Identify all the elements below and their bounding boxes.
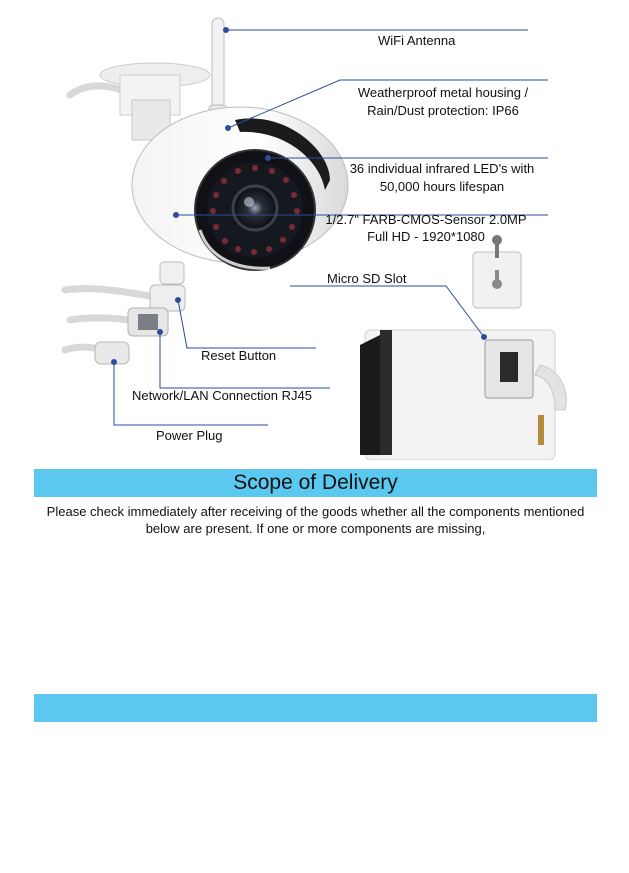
label-leds-line1: 36 individual infrared LED's with	[349, 161, 535, 176]
label-sensor-line2: Full HD - 1920*1080	[367, 229, 485, 244]
label-sensor-line1: 1/2.7" FARB-CMOS-Sensor 2.0MP	[325, 212, 527, 227]
camera-body-front	[132, 107, 348, 270]
label-housing-line2: Rain/Dust protection: IP66	[367, 103, 519, 118]
label-leds-line2: 50,000 hours lifespan	[379, 179, 505, 194]
scope-intro-text: Please check immediately after receiving of the goods whether all the components mentioned below are present. If one or more components are missing,	[46, 504, 585, 536]
label-micro-sd: Micro SD Slot	[327, 271, 407, 286]
label-power-plug: Power Plug	[156, 428, 223, 443]
label-network-rj45: Network/LAN Connection RJ45	[132, 388, 312, 403]
label-reset-button: Reset Button	[201, 348, 277, 363]
scope-title: Scope of Delivery	[233, 471, 398, 494]
camera-side-view	[360, 235, 566, 460]
connectors	[95, 262, 185, 364]
label-housing-line1: Weatherproof metal housing /	[357, 85, 529, 100]
label-wifi-antenna: WiFi Antenna	[378, 33, 456, 48]
sd-cover	[473, 235, 521, 308]
section-header-band	[34, 469, 597, 497]
section-header-band-empty	[34, 694, 597, 722]
